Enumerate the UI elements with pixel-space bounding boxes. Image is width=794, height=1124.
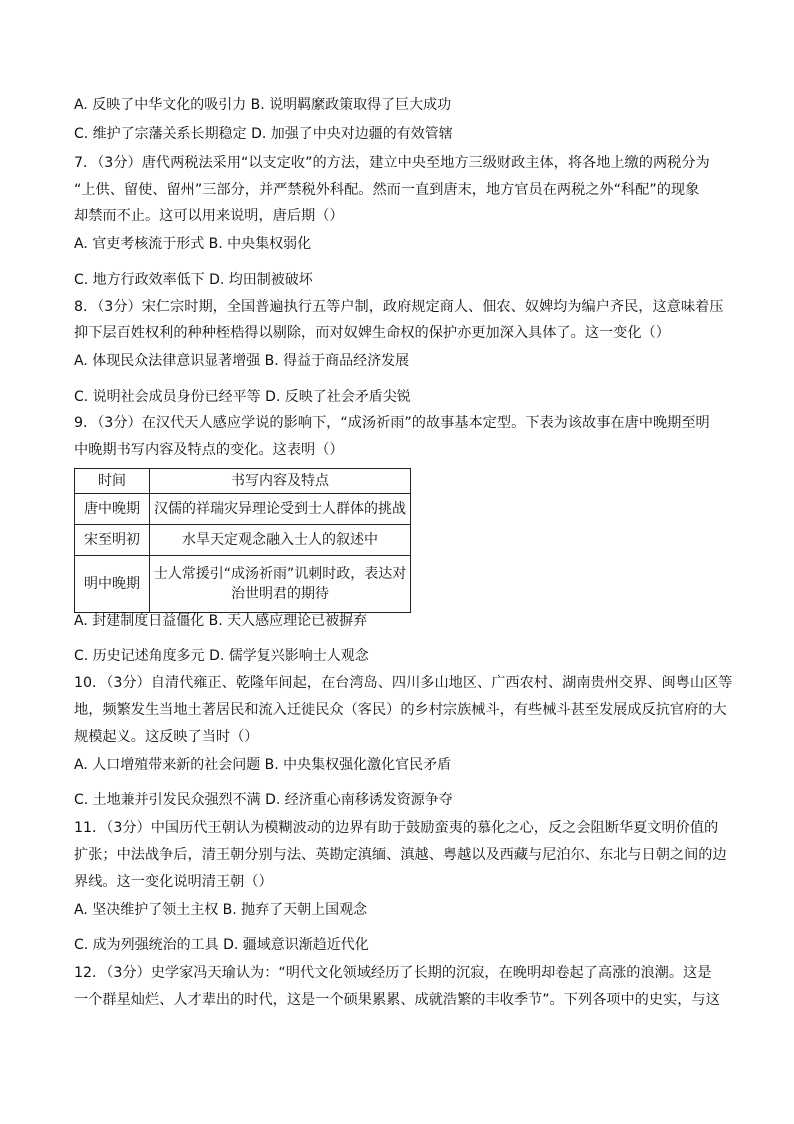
table-row bbox=[75, 525, 411, 556]
q11-stem-line-3: 界线。这一变化说明清王朝（） bbox=[74, 874, 273, 890]
q10-stem-line-3: 规模起义。这反映了当时（） bbox=[74, 729, 259, 745]
table-header-cell: 书写内容及特点 bbox=[150, 469, 411, 494]
q8-options-ab: A. 体现民众法律意识显著增强 B. 得益于商品经济发展 bbox=[74, 353, 410, 369]
q7-options-ab: A. 官吏考核流于形式 B. 中央集权弱化 bbox=[74, 236, 312, 252]
q9-table bbox=[74, 468, 411, 613]
table-cell-content-line-1: 士人常援引“成汤祈雨”讥刺时政，表达对 bbox=[153, 566, 407, 582]
q9-stem-line-2: 中晚期书写内容及特点的变化。这表明（） bbox=[74, 442, 344, 458]
q9-stem-line-1: 9．（3分）在汉代天人感应学说的影响下，“成汤祈雨”的故事基本定型。下表为该故事在唐中晚期至明 bbox=[74, 415, 710, 431]
table-header-cell: 时间 bbox=[75, 469, 150, 494]
q7-stem-line-3: 却禁而不止。这可以用来说明，唐后期（） bbox=[74, 208, 344, 224]
table-cell-content bbox=[150, 556, 411, 613]
q6-options-cd: C. 维护了宗藩关系长期稳定 D. 加强了中央对边疆的有效管辖 bbox=[74, 126, 453, 142]
q11-options-ab: A. 坚决维护了领土主权 B. 抛弃了天朝上国观念 bbox=[74, 902, 368, 918]
q8-stem-line-2: 抑下层百姓权利的种种桎梏得以剔除，而对奴婢生命权的保护亦更加深入具体了。这一变化（） bbox=[74, 325, 670, 341]
q8-stem-line-1: 8．（3分）宋仁宗时期，全国普遍执行五等户制，政府规定商人、佃农、奴婢均为编户齐民，这意味着压 bbox=[74, 299, 724, 315]
table-cell-period: 明中晚期 bbox=[75, 556, 150, 613]
table-cell-period: 唐中晚期 bbox=[75, 494, 150, 525]
q10-options-ab: A. 人口增殖带来新的社会问题 B. 中央集权强化激化官民矛盾 bbox=[74, 757, 452, 773]
q12-stem-line-2: 一个群星灿烂、人才辈出的时代，这是一个硕果累累、成就浩繁的丰收季节”。下列各项中的史实，与这 bbox=[74, 992, 720, 1008]
table-cell-period: 宋至明初 bbox=[75, 525, 150, 556]
q9-options-ab: A. 封建制度日益僵化 B. 天人感应理论已被摒弃 bbox=[74, 613, 368, 629]
q10-stem-line-1: 10．（3分）自清代雍正、乾隆年间起，在台湾岛、四川多山地区、广西农村、湖南贵州交界、闽粤山区等 bbox=[74, 675, 733, 691]
q10-options-cd: C. 土地兼并引发民众强烈不满 D. 经济重心南移诱发资源争夺 bbox=[74, 792, 453, 808]
q9-options-cd: C. 历史记述角度多元 D. 儒学复兴影响士人观念 bbox=[74, 648, 369, 664]
q8-options-cd: C. 说明社会成员身份已经平等 D. 反映了社会矛盾尖锐 bbox=[74, 389, 411, 405]
table-cell-content: 汉儒的祥瑞灾异理论受到士人群体的挑战 bbox=[150, 494, 411, 525]
q11-stem-line-2: 扩张；中法战争后，清王朝分别与法、英勘定滇缅、滇越、粤越以及西藏与尼泊尔、东北与日朝之间的边 bbox=[74, 847, 727, 863]
q7-stem-line-2: “上供、留使、留州”三部分，并严禁税外科配。然而一直到唐末，地方官员在两税之外“科配”的现象 bbox=[74, 182, 700, 198]
q7-options-cd: C. 地方行政效率低下 D. 均田制被破坏 bbox=[74, 272, 313, 288]
q10-stem-line-2: 地，频繁发生当地土著居民和流入迁徙民众（客民）的乡村宗族械斗，有些械斗甚至发展成反抗官府的大 bbox=[74, 702, 727, 718]
q6-options-ab: A. 反映了中华文化的吸引力 B. 说明羁縻政策取得了巨大成功 bbox=[74, 97, 452, 113]
q7-stem-line-1: 7．（3分）唐代两税法采用“以支定收”的方法，建立中央至地方三级财政主体，将各地上缴的两税分为 bbox=[74, 155, 710, 171]
q11-options-cd: C. 成为列强统治的工具 D. 疆域意识渐趋近代化 bbox=[74, 937, 369, 953]
table-header-row bbox=[75, 469, 411, 494]
table-row bbox=[75, 556, 411, 613]
table-cell-content-line-2: 治世明君的期待 bbox=[231, 586, 329, 602]
table-row bbox=[75, 494, 411, 525]
table-cell-content: 水旱天定观念融入士人的叙述中 bbox=[150, 525, 411, 556]
q12-stem-line-1: 12．（3分）史学家冯天瑜认为：“明代文化领域经历了长期的沉寂，在晚明却卷起了高涨的浪潮。这是 bbox=[74, 965, 712, 981]
q11-stem-line-1: 11．（3分）中国历代王朝认为模糊波动的边界有助于鼓励蛮夷的慕化之心，反之会阻断华夏文明价值的 bbox=[74, 820, 719, 836]
